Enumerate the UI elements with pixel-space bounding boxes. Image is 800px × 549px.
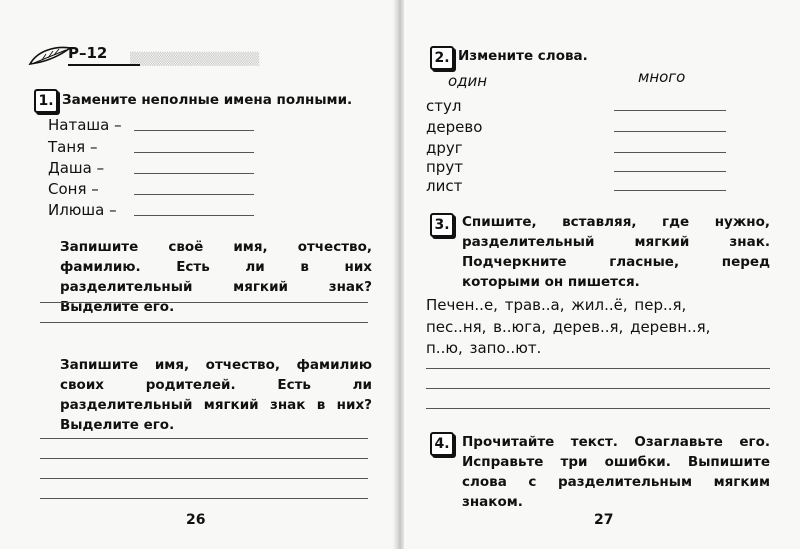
task-number-badge: 2. bbox=[430, 46, 454, 70]
bleed-through: ▒▒▒▒▒▒▒▒▒▒▒▒▒▒ bbox=[130, 52, 260, 66]
answer-line[interactable] bbox=[134, 152, 254, 153]
answer-line[interactable] bbox=[40, 438, 368, 439]
answer-line[interactable] bbox=[614, 131, 726, 132]
answer-line[interactable] bbox=[614, 171, 726, 172]
answer-line[interactable] bbox=[614, 110, 726, 111]
own-name-task: Запишите своё имя, отчество, фамилию. Есть ли в них разделительный мягкий знак? Выделите его. bbox=[60, 239, 372, 315]
section-code: Р–12 bbox=[68, 44, 108, 62]
exercise-line: Печен..е, трав..а, жил..ё, пер..я, bbox=[426, 296, 687, 314]
word-label: друг bbox=[426, 139, 463, 157]
parents-name-task: Запишите имя, отчество, фамилию своих родителей. Есть ли разделительный мягкий знак в них? Выделите его. bbox=[60, 357, 372, 433]
name-label: Даша – bbox=[48, 159, 105, 177]
answer-line[interactable] bbox=[426, 368, 770, 369]
exercise-line: п..ю, запо..ют. bbox=[426, 339, 542, 357]
left-page bbox=[0, 0, 396, 549]
word-label: лист bbox=[426, 177, 463, 195]
answer-line[interactable] bbox=[614, 152, 726, 153]
task-number-badge: 4. bbox=[430, 432, 454, 456]
answer-line[interactable] bbox=[40, 322, 368, 323]
page-header bbox=[28, 42, 114, 68]
word-label: дерево bbox=[426, 118, 483, 136]
answer-line[interactable] bbox=[40, 302, 368, 303]
answer-line[interactable] bbox=[614, 190, 726, 191]
task-number-badge: 3. bbox=[430, 213, 454, 237]
answer-line[interactable] bbox=[40, 498, 368, 499]
answer-line[interactable] bbox=[134, 130, 254, 131]
column-header-many: много bbox=[638, 68, 686, 86]
header-underline bbox=[68, 64, 140, 66]
column-header-one: один bbox=[448, 72, 488, 90]
name-label: Наташа – bbox=[48, 116, 122, 134]
task4-title: Прочитайте текст. Озаглавьте его. Исправьте три ошибки. Выпишите слова с разделительным мягким знаком. bbox=[462, 434, 770, 510]
answer-line[interactable] bbox=[426, 408, 770, 409]
answer-line[interactable] bbox=[40, 458, 368, 459]
task-number-badge: 1. bbox=[34, 89, 58, 113]
answer-line[interactable] bbox=[40, 478, 368, 479]
word-label: прут bbox=[426, 158, 463, 176]
name-label: Соня – bbox=[48, 180, 99, 198]
feather-icon bbox=[28, 44, 72, 68]
answer-line[interactable] bbox=[134, 215, 254, 216]
right-page bbox=[404, 0, 800, 549]
answer-line[interactable] bbox=[134, 194, 254, 195]
task1-title: Замените неполные имена полными. bbox=[62, 92, 353, 108]
name-label: Илюша – bbox=[48, 201, 117, 219]
answer-line[interactable] bbox=[134, 173, 254, 174]
page-number: 26 bbox=[186, 512, 206, 528]
name-label: Таня – bbox=[48, 138, 98, 156]
page-number: 27 bbox=[594, 512, 614, 528]
answer-line[interactable] bbox=[426, 388, 770, 389]
exercise-line: пес..ня, в..юга, дерев..я, деревн..я, bbox=[426, 318, 711, 336]
task3-title: Спишите, вставляя, где нужно, разделительный мягкий знак. Подчеркните гласные, перед которыми он пишется. bbox=[462, 214, 770, 290]
task2-title: Измените слова. bbox=[458, 48, 588, 64]
word-label: стул bbox=[426, 97, 462, 115]
